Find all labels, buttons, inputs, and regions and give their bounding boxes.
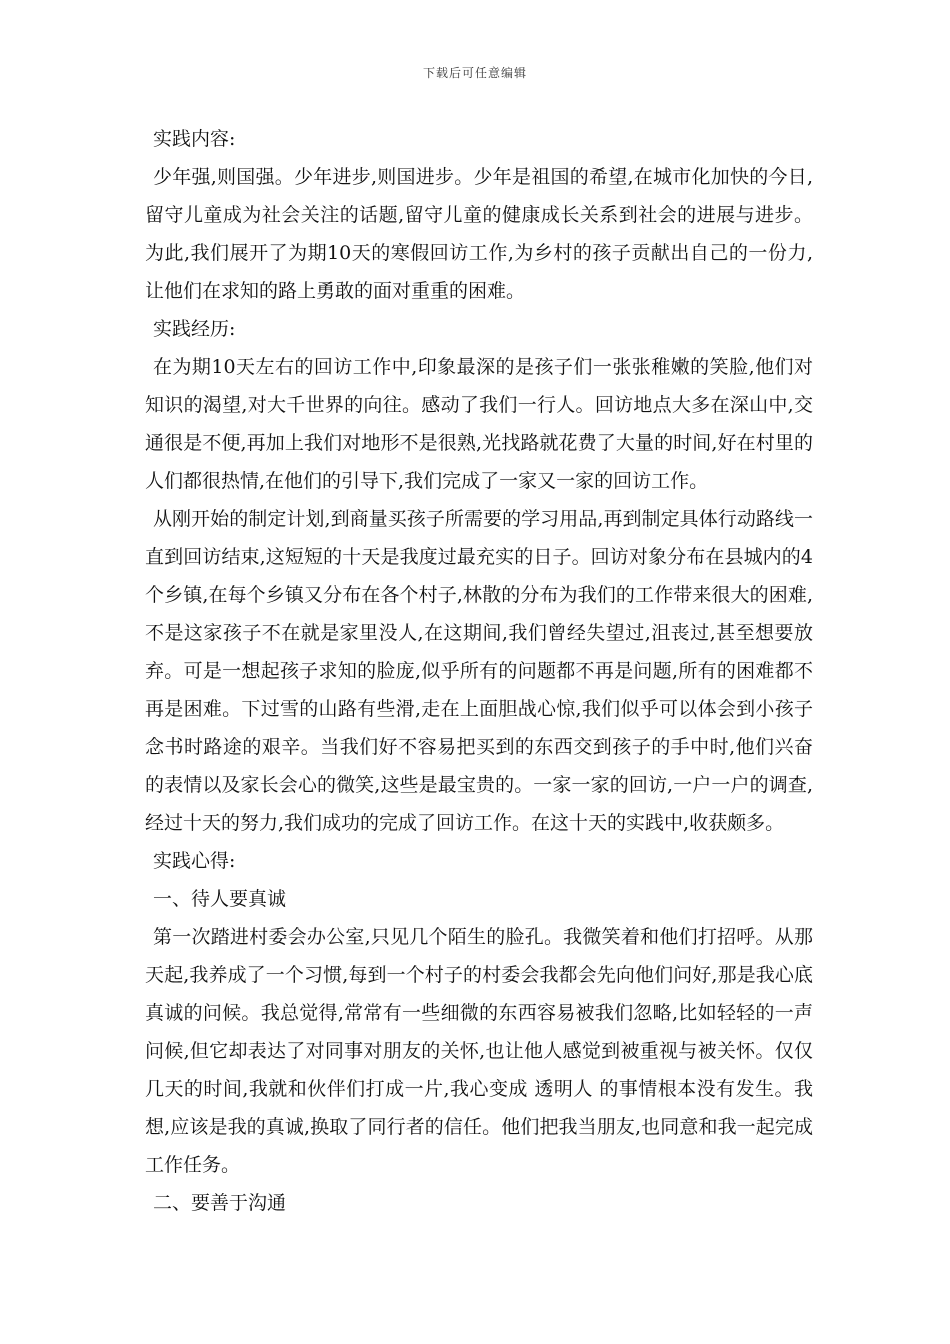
paragraph-experience-1: 在为期10天左右的回访工作中,印象最深的是孩子们一张张稚嫩的笑脸,他们对知识的渴望,对大千世界的向往。感动了我们一行人。回访地点大多在深山中,交通很是不便,再加上我们对地形不是很熟,光找路就花费了大量的时间,好在村里的人们都很热情,在他们的引导下,我们完成了一家又一家的回访工作。 — [145, 356, 813, 492]
paragraph-sincerity: 第一次踏进村委会办公室,只见几个陌生的脸孔。我微笑着和他们打招呼。从那天起,我养成了一个习惯,每到一个村子的村委会我都会先向他们问好,那是我心底真诚的问候。我总觉得,常常有一些细微的东西容易被我们忽略,比如轻轻的一声问候,但它却表达了对同事对朋友的关怀,也让他人感觉到被重视与被关怀。仅仅几天的时间,我就和伙伴们打成一片,我心变成 透明人 的事情根本没有发生。我想,应该是我的真诚,换取了同行者的信任。他们把我当朋友,也同意和我一起完成工作任务。 — [145, 926, 813, 1176]
paragraph-experience-2: 从刚开始的制定计划,到商量买孩子所需要的学习用品,再到制定具体行动路线一直到回访结束,这短短的十天是我度过最充实的日子。回访对象分布在县城内的4个乡镇,在每个乡镇又分布在各个村子,林散的分布为我们的工作带来很大的困难,不是这家孩子不在就是家里没人,在这期间,我们曾经失望过,沮丧过,甚至想要放弃。可是一想起孩子求知的脸庞,似乎所有的问题都不再是问题,所有的困难都不再是困难。下过雪的山路有些滑,走在上面胆战心惊,我们似乎可以体会到小孩子念书时路途的艰辛。当我们好不容易把买到的东西交到孩子的手中时,他们兴奋的表情以及家长会心的微笑,这些是最宝贵的。一家一家的回访,一户一户的调查,经过十天的努力,我们成功的完成了回访工作。在这十天的实践中,收获颇多。 — [145, 508, 813, 834]
document-body — [145, 120, 813, 1222]
page-header-note: 下载后可任意编辑 — [422, 66, 527, 80]
subheading-sincerity: 一、待人要真诚 — [153, 888, 287, 910]
section-heading-content: 实践内容: — [153, 128, 236, 150]
paragraph-intro: 少年强,则国强。少年进步,则国进步。少年是祖国的希望,在城市化加快的今日,留守儿童成为社会关注的话题,留守儿童的健康成长关系到社会的进展与进步。为此,我们展开了为期10天的寒假回访工作,为乡村的孩子贡献出自己的一份力,让他们在求知的路上勇敢的面对重重的困难。 — [145, 166, 813, 302]
section-heading-experience: 实践经历: — [153, 318, 236, 340]
section-heading-insights: 实践心得: — [153, 850, 236, 872]
subheading-communication: 二、要善于沟通 — [153, 1192, 287, 1214]
